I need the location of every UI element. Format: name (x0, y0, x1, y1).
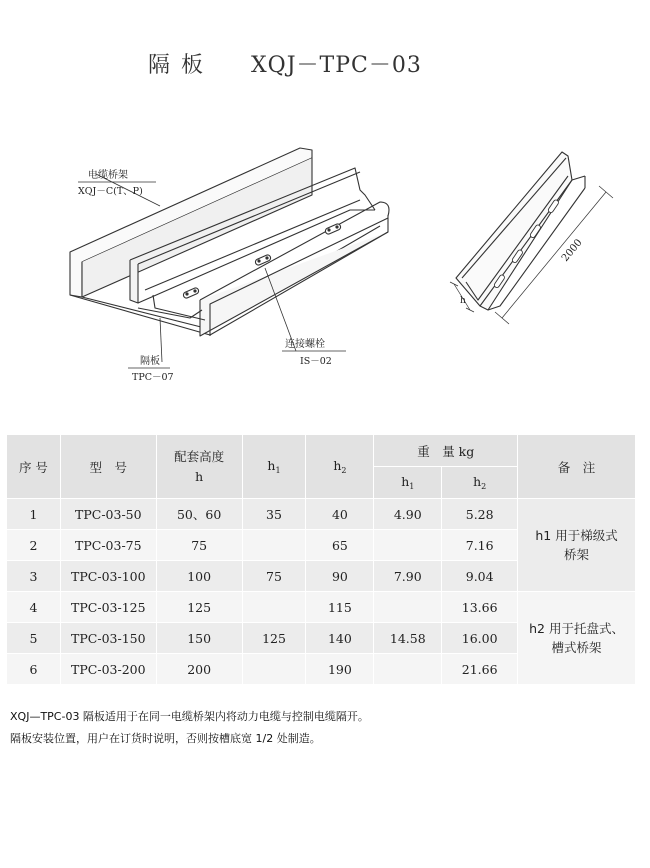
header-weight-h2 (442, 467, 518, 499)
cell-weight-h2: 13.66 (442, 592, 518, 623)
title-model: XQJ－TPC－03 (251, 53, 422, 78)
cell-model: TPC-03-125 (60, 592, 156, 623)
cell-seq: 3 (7, 561, 61, 592)
illustration-svg (0, 140, 650, 400)
cell-seq: 2 (7, 530, 61, 561)
table-row (7, 592, 636, 623)
cell-model: TPC-03-100 (60, 561, 156, 592)
cell-weight-h2: 7.16 (442, 530, 518, 561)
cell-height: 125 (156, 592, 242, 623)
cell-height: 200 (156, 654, 242, 685)
cell-model: TPC-03-200 (60, 654, 156, 685)
header-weight-h1-sub: 1 (409, 482, 415, 491)
cell-h2: 90 (306, 561, 374, 592)
header-weight-h1 (374, 467, 442, 499)
partition-model: TPC－07 (132, 372, 174, 383)
header-remark: 备 注 (518, 435, 636, 499)
header-h2-sub: 2 (341, 466, 347, 475)
cell-h1 (242, 530, 306, 561)
cell-model: TPC-03-50 (60, 499, 156, 530)
cell-h1 (242, 592, 306, 623)
note-line: XQJ—TPC-03 隔板适用于在同一电缆桥架内将动力电缆与控制电缆隔开。 (10, 710, 369, 723)
product-illustration (0, 140, 650, 400)
header-height-line1: 配套高度 (174, 448, 225, 464)
cell-seq: 4 (7, 592, 61, 623)
cell-seq: 6 (7, 654, 61, 685)
cell-h2: 65 (306, 530, 374, 561)
partition-label: 隔板 (140, 356, 160, 367)
cell-weight-h2: 16.00 (442, 623, 518, 654)
header-height-line2: h (195, 468, 204, 484)
cell-h1: 35 (242, 499, 306, 530)
cell-seq: 5 (7, 623, 61, 654)
header-weight: 重 量 kg (374, 435, 518, 467)
cell-weight-h1: 7.90 (374, 561, 442, 592)
cell-h1 (242, 654, 306, 685)
header-weight-h2-sub: 2 (481, 482, 487, 491)
height-dimension: h (460, 296, 466, 306)
header-h2 (306, 435, 374, 499)
cell-weight-h1: 14.58 (374, 623, 442, 654)
header-model: 型 号 (60, 435, 156, 499)
cell-weight-h2: 21.66 (442, 654, 518, 685)
usage-notes (10, 706, 369, 750)
cell-h2: 190 (306, 654, 374, 685)
cell-weight-h1 (374, 654, 442, 685)
cell-h2: 40 (306, 499, 374, 530)
cell-height: 50、60 (156, 499, 242, 530)
bolt-model: IS－02 (300, 356, 332, 367)
cable-tray-model: XQJ－C(T、P) (78, 186, 143, 197)
cell-h1: 75 (242, 561, 306, 592)
cell-height: 100 (156, 561, 242, 592)
header-weight-h1-text: h (401, 474, 410, 489)
remark-ladder: h1 用于梯级式桥架 (518, 499, 636, 592)
spec-table (6, 434, 636, 685)
remark-tray: h2 用于托盘式、槽式桥架 (518, 592, 636, 685)
cell-h2: 140 (306, 623, 374, 654)
cable-tray-label: 电缆桥架 (88, 170, 128, 181)
cell-weight-h2: 5.28 (442, 499, 518, 530)
length-dimension: 2000 (559, 237, 585, 264)
page-title (148, 48, 422, 79)
cell-weight-h1: 4.90 (374, 499, 442, 530)
cell-height: 75 (156, 530, 242, 561)
table-row (7, 499, 636, 530)
header-seq: 序 号 (7, 435, 61, 499)
title-name: 隔 板 (148, 53, 205, 78)
cell-seq: 1 (7, 499, 61, 530)
cell-height: 150 (156, 623, 242, 654)
cell-h2: 115 (306, 592, 374, 623)
cell-model: TPC-03-150 (60, 623, 156, 654)
header-h1-text: h (267, 458, 276, 473)
partition-piece-drawing (450, 152, 613, 324)
cell-model: TPC-03-75 (60, 530, 156, 561)
note-line: 隔板安装位置，用户在订货时说明，否则按槽底宽 1/2 处制造。 (10, 732, 321, 745)
cell-h1: 125 (242, 623, 306, 654)
header-weight-h2-text: h (473, 474, 482, 489)
cell-weight-h1 (374, 530, 442, 561)
bolt-label: 连接螺栓 (285, 339, 325, 350)
cell-weight-h2: 9.04 (442, 561, 518, 592)
header-h2-text: h (333, 458, 342, 473)
header-h1 (242, 435, 306, 499)
header-height (156, 435, 242, 499)
cell-weight-h1 (374, 592, 442, 623)
header-h1-sub: 1 (275, 466, 281, 475)
